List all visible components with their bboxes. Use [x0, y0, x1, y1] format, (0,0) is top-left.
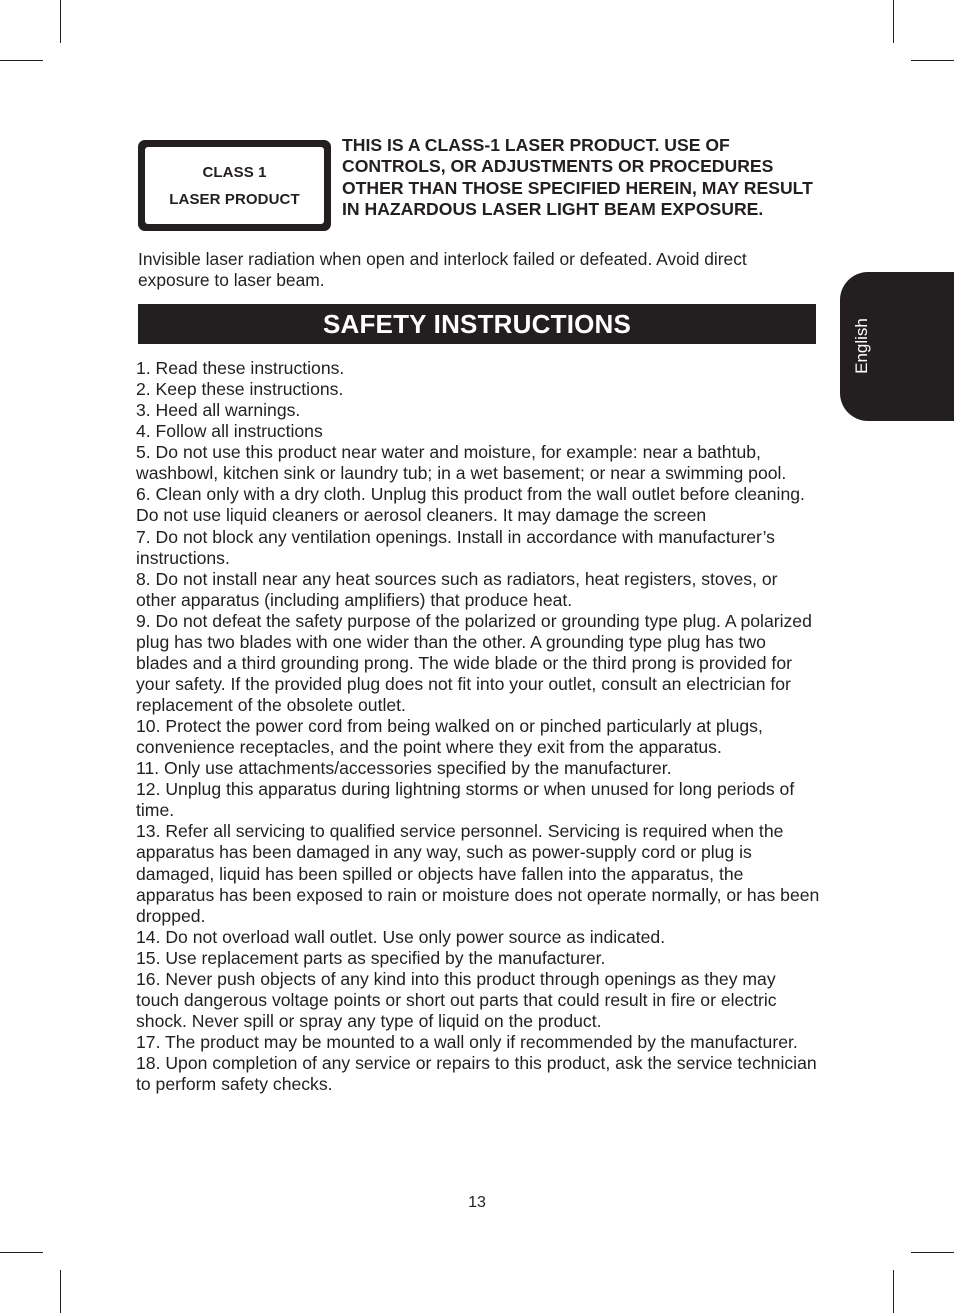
- list-item: 17. The product may be mounted to a wall only if recommended by the manufacturer.: [136, 1032, 798, 1052]
- crop-mark: [60, 0, 61, 43]
- crop-mark: [0, 1252, 43, 1253]
- page-number: 13: [468, 1194, 486, 1211]
- list-item: 6. Clean only with a dry cloth. Unplug this product from the wall outlet before cleaning. Do not use liquid cleaners or aerosol cleaners. It may damage the screen: [136, 484, 805, 526]
- list-item: 16. Never push objects of any kind into this product through openings as they may touch dangerous voltage points or short out parts that could result in fire or electric shock. Never spill or spray any type of liquid on the product.: [136, 968, 777, 1031]
- laser-label-line1: CLASS 1: [202, 163, 267, 181]
- list-item: 13. Refer all servicing to qualified service personnel. Servicing is required when the apparatus has been damaged in any way, such as power-supply cord or plug is damaged, liquid has been spilled or objects have fallen into the apparatus, the apparatus has been exposed to rain or moisture does not operate normally, or has been dropped.: [136, 821, 820, 926]
- list-item: 1. Read these instructions.: [136, 358, 345, 378]
- list-item: 18. Upon completion of any service or repairs to this product, ask the service technician to perform safety checks.: [136, 1053, 817, 1095]
- laser-radiation-note: Invisible laser radiation when open and interlock failed or defeated. Avoid direct exposure to laser beam.: [138, 249, 747, 290]
- list-item: 7. Do not block any ventilation openings. Install in accordance with manufacturer’s instructions.: [136, 526, 775, 568]
- list-item: 2. Keep these instructions.: [136, 379, 344, 400]
- section-title: SAFETY INSTRUCTIONS: [322, 308, 632, 339]
- crop-mark: [893, 0, 894, 43]
- list-item: 8. Do not install near any heat sources such as radiators, heat registers, stoves, or other apparatus (including amplifiers) that produce heat.: [136, 568, 778, 610]
- list-item: 5. Do not use this product near water and moisture, for example: near a bathtub, washbowl, kitchen sink or laundry tub; in a wet basement; or near a swimming pool.: [136, 442, 787, 484]
- crop-mark: [60, 1270, 61, 1313]
- safety-instructions-list: [136, 358, 820, 1095]
- laser-warning: THIS IS A CLASS-1 LASER PRODUCT. USE OF CONTROLS, OR ADJUSTMENTS OR PROCEDURES OTHER THAN THOSE SPECIFIED HEREIN, MAY RESULT IN HAZARDOUS LASER LIGHT BEAM EXPOSURE.: [342, 135, 813, 220]
- list-item: 11. Only use attachments/accessories specified by the manufacturer.: [136, 758, 672, 779]
- language-tab-label: English: [852, 318, 871, 374]
- laser-label-line2: LASER PRODUCT: [169, 190, 300, 208]
- list-item: 4. Follow all instructions: [136, 421, 323, 442]
- laser-label-inner: [145, 147, 324, 224]
- list-item: 9. Do not defeat the safety purpose of the polarized or grounding type plug. A polarized plug has two blades with one wider than the other. A grounding type plug has two blades and a third grounding prong. The wide blade or the third prong is provided for your safety. If the provided plug does not fit into your outlet, consult an electrician for replacement of the obsolete outlet.: [136, 610, 812, 715]
- section-title-banner: [138, 304, 816, 344]
- list-item: 3. Heed all warnings.: [136, 400, 301, 421]
- class-1-laser-label: [138, 140, 331, 231]
- crop-mark: [0, 60, 43, 61]
- crop-mark: [911, 60, 954, 61]
- list-item: 14. Do not overload wall outlet. Use only power source as indicated.: [136, 926, 666, 947]
- list-item: 12. Unplug this apparatus during lightning storms or when unused for long periods of time.: [136, 779, 795, 821]
- crop-mark: [911, 1252, 954, 1253]
- crop-mark: [893, 1270, 894, 1313]
- list-item: 10. Protect the power cord from being walked on or pinched particularly at plugs, convenience receptacles, and the point where they exit from the apparatus.: [136, 716, 763, 758]
- list-item: 15. Use replacement parts as specified by the manufacturer.: [136, 947, 606, 968]
